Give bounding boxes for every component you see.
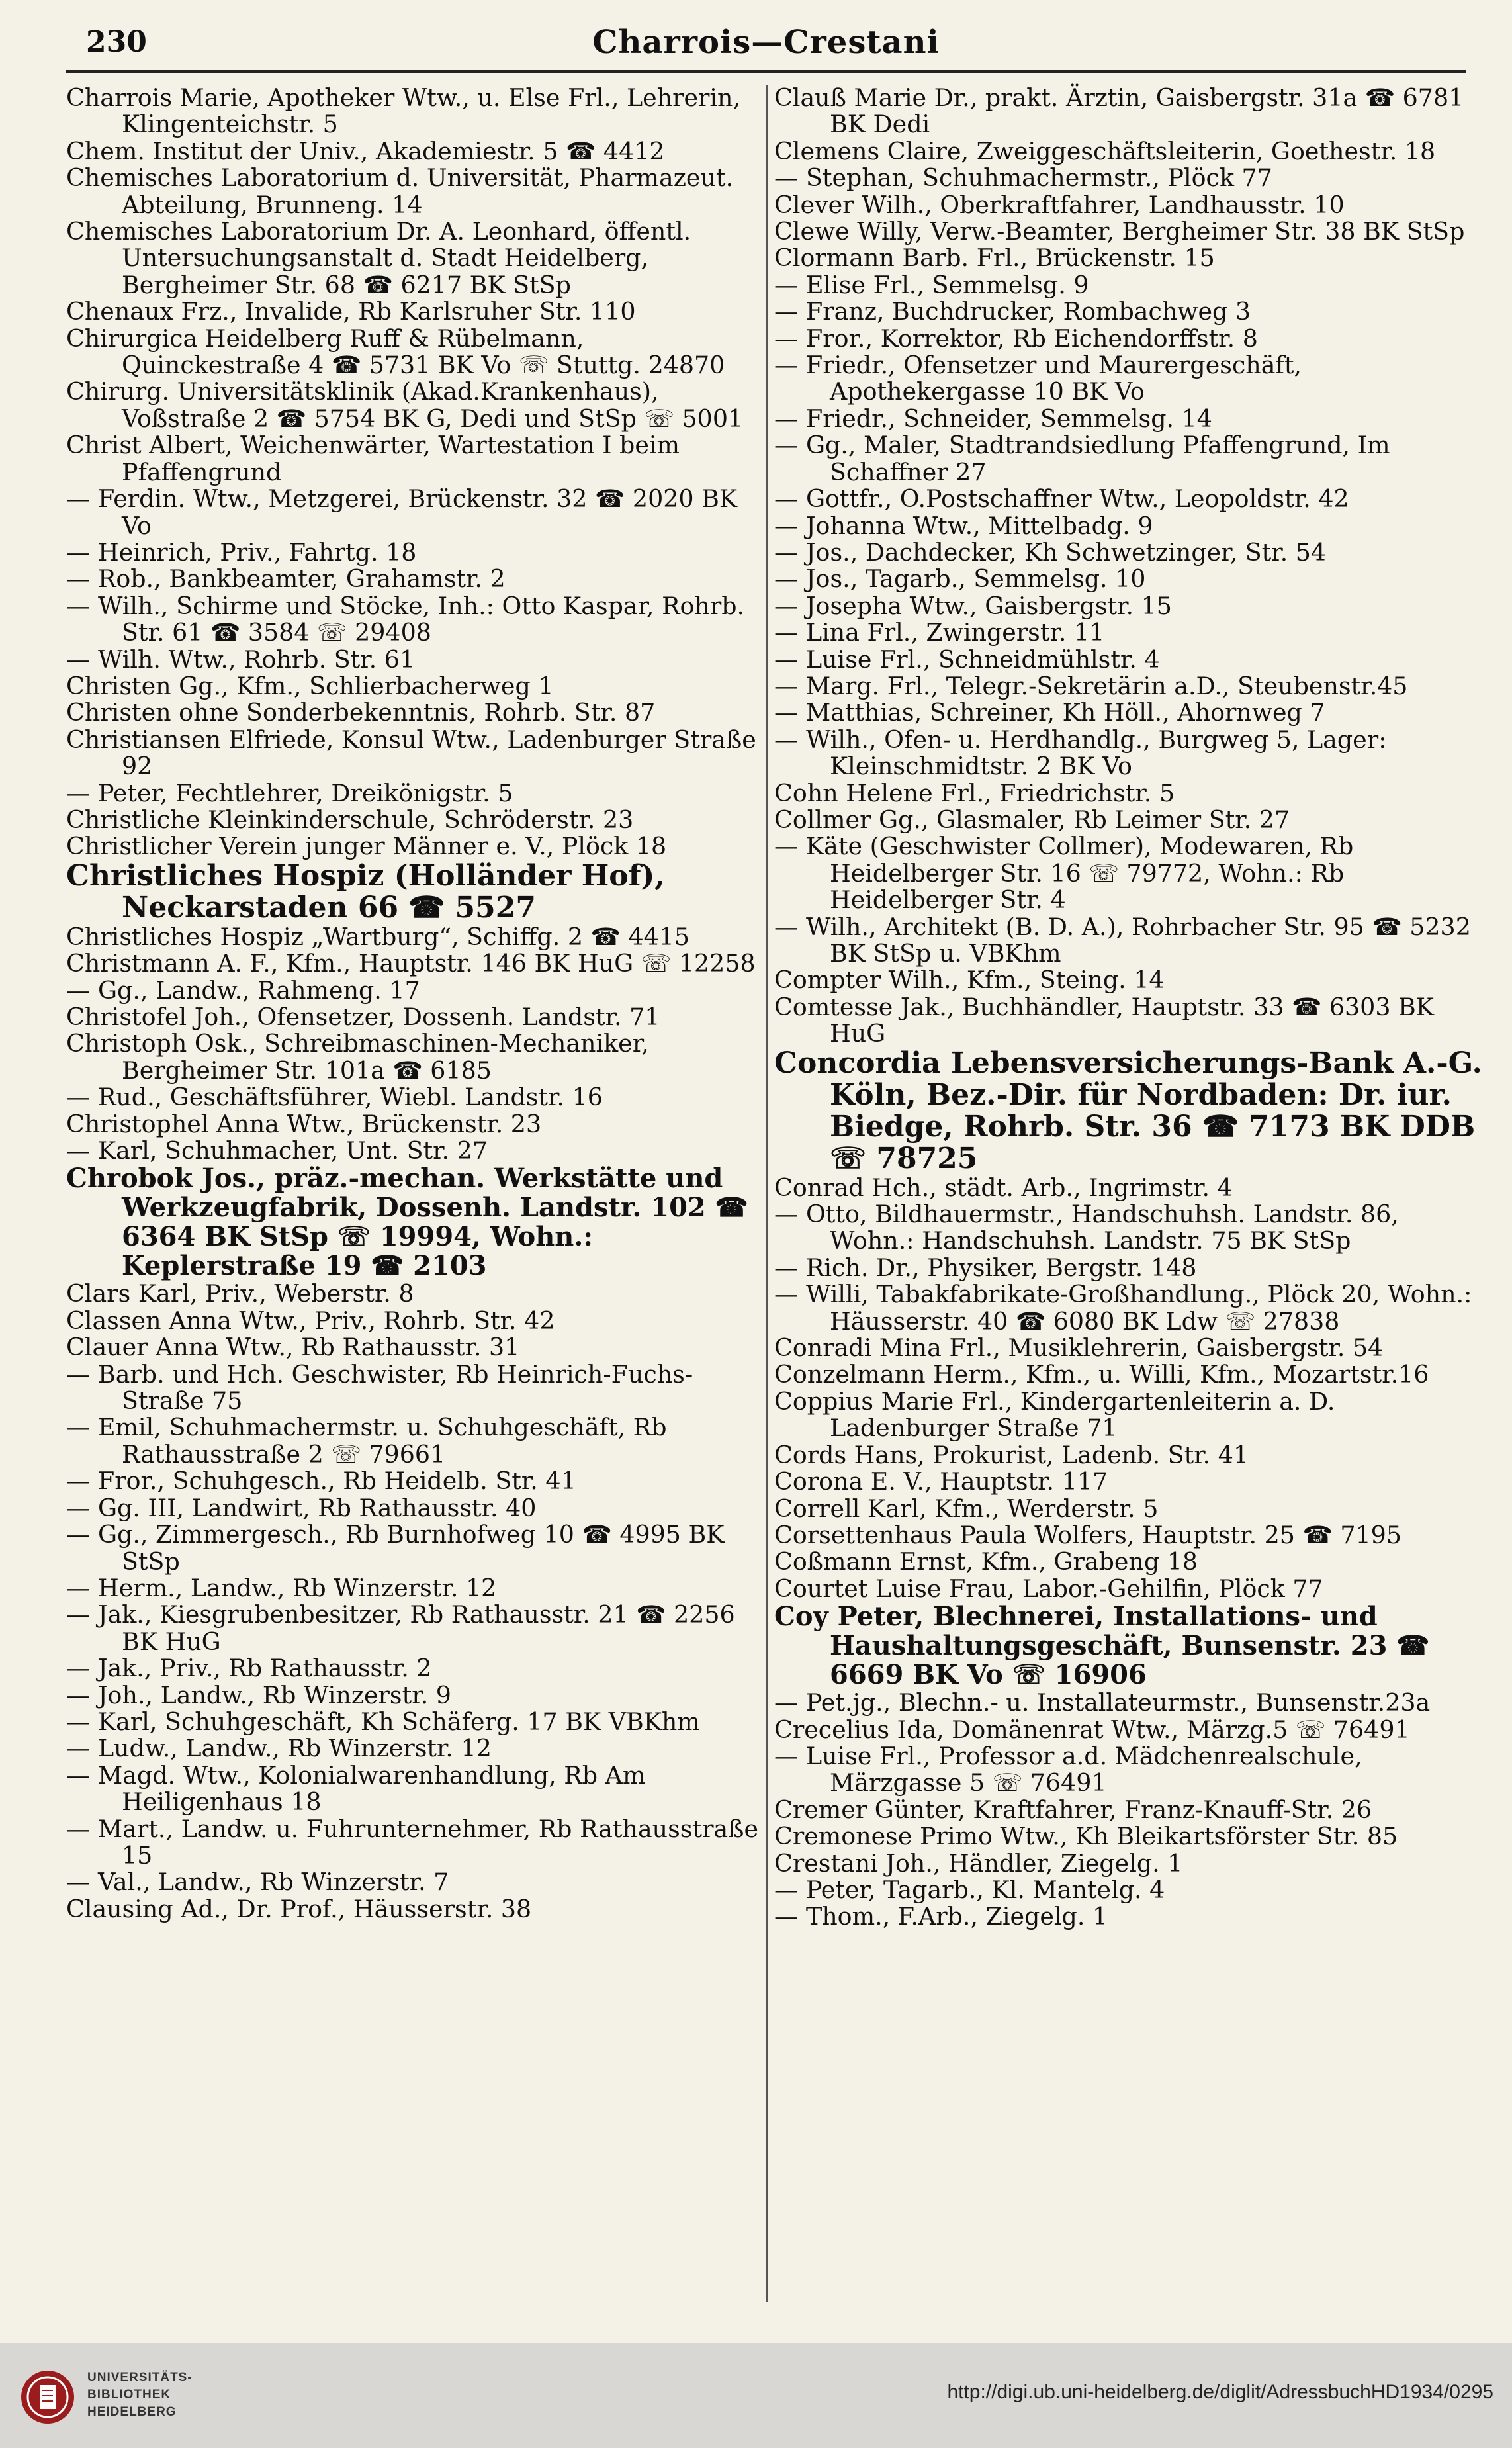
directory-entry: — Wilh. Wtw., Rohrb. Str. 61 <box>66 645 416 674</box>
directory-entry: — Marg. Frl., Telegr.-Sekretärin a.D., Steubenstr.45 <box>774 671 1408 700</box>
directory-entry: — Magd. Wtw., Kolonialwarenhandlung, Rb Am Heiligenhaus 18 <box>66 1760 646 1817</box>
directory-entry: — Lina Frl., Zwingerstr. 11 <box>774 618 1105 647</box>
directory-entry: — Pet.jg., Blechn.- u. Installateurmstr., Bunsenstr.23a <box>774 1688 1431 1717</box>
directory-entry: Charrois Marie, Apotheker Wtw., u. Else Frl., Lehrerin, Klingenteichstr. 5 <box>66 83 741 139</box>
directory-entry: Christ Albert, Weichenwärter, Wartestation I beim Pfaffengrund <box>66 431 680 486</box>
directory-entry: — Gg., Landw., Rahmeng. 17 <box>66 975 420 1005</box>
directory-entry: — Käte (Geschwister Collmer), Modewaren, Rb Heidelberger Str. 16 ☏ 79772, Wohn.: Rb Heidelberger Str. 4 <box>774 832 1354 915</box>
footer <box>0 2343 1512 2448</box>
directory-entry: Cohn Helene Frl., Friedrichstr. 5 <box>774 778 1175 807</box>
directory-entry: Christliche Kleinkinderschule, Schröderstr. 23 <box>66 805 634 834</box>
directory-entry: — Gg., Maler, Stadtrandsiedlung Pfaffengrund, Im Schaffner 27 <box>774 431 1390 486</box>
directory-entry: — Mart., Landw. u. Fuhrunternehmer, Rb Rathausstraße 15 <box>66 1814 758 1870</box>
directory-entry: — Luise Frl., Schneidmühlstr. 4 <box>774 645 1160 674</box>
directory-entry: Chrobok Jos., präz.-mechan. Werkstätte und Werkzeugfabrik, Dossenh. Landstr. 102 ☎ 6364 BK StSp ☏ 19994, Wohn.: Keplerstraße 19 ☎ 2103 <box>66 1163 748 1282</box>
directory-entry: — Ludw., Landw., Rb Winzerstr. 12 <box>66 1734 492 1763</box>
directory-entry: Christofel Joh., Ofensetzer, Dossenh. Landstr. 71 <box>66 1003 660 1031</box>
library-name-line: HEIDELBERG <box>87 2405 177 2419</box>
directory-entry: — Luise Frl., Professor a.d. Mädchenrealschule, Märzgasse 5 ☏ 76491 <box>774 1741 1362 1797</box>
directory-entry: — Ferdin. Wtw., Metzgerei, Brückenstr. 32 ☎ 2020 BK Vo <box>66 484 738 540</box>
directory-entry: Christophel Anna Wtw., Brückenstr. 23 <box>66 1109 542 1138</box>
directory-entry: Clauer Anna Wtw., Rb Rathausstr. 31 <box>66 1333 520 1362</box>
directory-entry: — Willi, Tabakfabrikate-Großhandlung., Plöck 20, Wohn.: Häusserstr. 40 ☎ 6080 BK Ldw ☏ 27838 <box>774 1280 1472 1336</box>
directory-entry: — Herm., Landw., Rb Winzerstr. 12 <box>66 1573 497 1602</box>
directory-entry: — Wilh., Schirme und Stöcke, Inh.: Otto Kaspar, Rohrb. Str. 61 ☎ 3584 ☏ 29408 <box>66 591 745 647</box>
directory-entry: Christliches Hospiz (Holländer Hof), Neckarstaden 66 ☎ 5527 <box>66 858 665 925</box>
directory-entry: — Karl, Schuhgeschäft, Kh Schäferg. 17 BK VBKhm <box>66 1707 700 1736</box>
directory-entry: Clever Wilh., Oberkraftfahrer, Landhausstr. 10 <box>774 190 1345 219</box>
directory-entry: Chem. Institut der Univ., Akademiestr. 5 ☎ 4412 <box>66 136 665 165</box>
directory-entry: Crestani Joh., Händler, Ziegelg. 1 <box>774 1848 1183 1878</box>
directory-entry: Clauß Marie Dr., prakt. Ärztin, Gaisbergstr. 31a ☎ 6781 BK Dedi <box>774 83 1464 139</box>
left-column <box>66 85 768 1923</box>
directory-entry: — Franz, Buchdrucker, Rombachweg 3 <box>774 297 1251 326</box>
directory-entry: Clars Karl, Priv., Weberstr. 8 <box>66 1279 414 1308</box>
library-name-line: UNIVERSITÄTS- <box>87 2371 193 2384</box>
directory-entry: Clewe Willy, Verw.-Beamter, Bergheimer Str. 38 BK StSp <box>774 217 1465 246</box>
directory-entry: Clausing Ad., Dr. Prof., Häusserstr. 38 <box>66 1894 532 1923</box>
directory-entry: — Friedr., Ofensetzer und Maurergeschäft, Apothekergasse 10 BK Vo <box>774 351 1302 406</box>
directory-entry: Christoph Osk., Schreibmaschinen-Mechaniker, Bergheimer Str. 101a ☎ 6185 <box>66 1029 649 1085</box>
directory-entry: — Rich. Dr., Physiker, Bergstr. 148 <box>774 1253 1197 1282</box>
directory-entry: — Otto, Bildhauermstr., Handschuhsh. Landstr. 86, Wohn.: Handschuhsh. Landstr. 75 BK StSp <box>774 1200 1399 1255</box>
directory-entry: — Johanna Wtw., Mittelbadg. 9 <box>774 511 1153 540</box>
directory-entry: Cords Hans, Prokurist, Ladenb. Str. 41 <box>774 1440 1249 1469</box>
library-name-line: BIBLIOTHEK <box>87 2388 171 2402</box>
directory-entry: — Peter, Fechtlehrer, Dreikönigstr. 5 <box>66 778 513 807</box>
directory-entry: Christmann A. F., Kfm., Hauptstr. 146 BK HuG ☏ 12258 <box>66 949 756 978</box>
directory-entry: Corona E. V., Hauptstr. 117 <box>774 1467 1108 1496</box>
library-name <box>87 2369 193 2421</box>
directory-entry: Clemens Claire, Zweiggeschäftsleiterin, Goethestr. 18 <box>774 136 1436 165</box>
directory-entry: Clormann Barb. Frl., Brückenstr. 15 <box>774 244 1215 273</box>
directory-entry: Compter Wilh., Kfm., Steing. 14 <box>774 966 1165 995</box>
directory-entry: Courtet Luise Frau, Labor.-Gehilfin, Plöck 77 <box>774 1574 1323 1603</box>
directory-entry: Chenaux Frz., Invalide, Rb Karlsruher Str. 110 <box>66 297 636 326</box>
directory-entry: Chemisches Laboratorium d. Universität, Pharmazeut. Abteilung, Brunneng. 14 <box>66 163 734 219</box>
page-header <box>66 17 1466 73</box>
running-head: Charrois—Crestani <box>592 24 940 61</box>
directory-entry: — Jak., Kiesgrubenbesitzer, Rb Rathausstr. 21 ☎ 2256 BK HuG <box>66 1600 735 1656</box>
right-column <box>774 85 1489 1930</box>
directory-entry: — Val., Landw., Rb Winzerstr. 7 <box>66 1868 449 1897</box>
directory-entry: Cremer Günter, Kraftfahrer, Franz-Knauff-Str. 26 <box>774 1795 1372 1824</box>
directory-entry: — Gg. III, Landwirt, Rb Rathausstr. 40 <box>66 1493 537 1522</box>
directory-entry: Conrad Hch., städt. Arb., Ingrimstr. 4 <box>774 1173 1233 1202</box>
directory-entry: — Matthias, Schreiner, Kh Höll., Ahornweg 7 <box>774 698 1325 727</box>
directory-entry: Cremonese Primo Wtw., Kh Bleikartsförster Str. 85 <box>774 1822 1398 1851</box>
directory-entry: — Emil, Schuhmachermstr. u. Schuhgeschäft, Rb Rathausstraße 2 ☏ 79661 <box>66 1413 667 1469</box>
directory-entry: — Josepha Wtw., Gaisbergstr. 15 <box>774 591 1172 620</box>
directory-entry: — Fror., Schuhgesch., Rb Heidelb. Str. 41 <box>66 1467 576 1496</box>
directory-entry: — Jos., Dachdecker, Kh Schwetzinger, Str. 54 <box>774 537 1327 567</box>
directory-entry: — Friedr., Schneider, Semmelsg. 14 <box>774 404 1212 433</box>
column-divider <box>766 85 768 2302</box>
page-number: 230 <box>86 25 147 59</box>
directory-entry: Christen ohne Sonderbekenntnis, Rohrb. Str. 87 <box>66 698 656 727</box>
directory-entry: — Heinrich, Priv., Fahrtg. 18 <box>66 537 417 567</box>
directory-entry: — Gg., Zimmergesch., Rb Burnhofweg 10 ☎ 4995 BK StSp <box>66 1520 725 1576</box>
directory-entry: Concordia Lebensversicherungs-Bank A.-G. Köln, Bez.-Dir. für Nordbaden: Dr. iur. Biedge, Rohrb. Str. 36 ☎ 7173 BK DDB ☏ 78725 <box>774 1046 1482 1175</box>
directory-entry: Christliches Hospiz „Wartburg“, Schiffg. 2 ☎ 4415 <box>66 922 690 951</box>
directory-entry: Conzelmann Herm., Kfm., u. Willi, Kfm., Mozartstr.16 <box>774 1360 1429 1389</box>
directory-entry: Chirurg. Universitätsklinik (Akad.Krankenhaus), Voßstraße 2 ☎ 5754 BK G, Dedi und StSp ☏ 5001 <box>66 377 744 433</box>
directory-entry: Conradi Mina Frl., Musiklehrerin, Gaisbergstr. 54 <box>774 1334 1384 1363</box>
library-logo-icon <box>20 2369 75 2425</box>
directory-entry: — Wilh., Ofen- u. Herdhandlg., Burgweg 5, Lager: Kleinschmidtstr. 2 BK Vo <box>774 725 1387 781</box>
directory-entry: Chirurgica Heidelberg Ruff & Rübelmann, Quinckestraße 4 ☎ 5731 BK Vo ☏ Stuttg. 24870 <box>66 324 725 380</box>
directory-entry: — Rud., Geschäftsführer, Wiebl. Landstr. 16 <box>66 1083 603 1112</box>
directory-entry: — Gottfr., O.Postschaffner Wtw., Leopoldstr. 42 <box>774 484 1349 514</box>
directory-entry: — Peter, Tagarb., Kl. Mantelg. 4 <box>774 1875 1165 1904</box>
directory-entry: — Rob., Bankbeamter, Grahamstr. 2 <box>66 565 506 594</box>
source-url-link[interactable]: http://digi.ub.uni-heidelberg.de/diglit/AdressbuchHD1934/0295 <box>947 2381 1493 2403</box>
directory-entry: — Stephan, Schuhmachermstr., Plöck 77 <box>774 163 1272 193</box>
directory-entry: — Thom., F.Arb., Ziegelg. 1 <box>774 1902 1108 1931</box>
directory-entry: Coßmann Ernst, Kfm., Grabeng 18 <box>774 1547 1198 1576</box>
directory-entry: — Fror., Korrektor, Rb Eichendorffstr. 8 <box>774 324 1258 353</box>
directory-entry: Coy Peter, Blechnerei, Installations- und Haushaltungsgeschäft, Bunsenstr. 23 ☎ 6669 BK Vo ☏ 16906 <box>774 1601 1430 1691</box>
directory-entry: — Barb. und Hch. Geschwister, Rb Heinrich-Fuchs-Straße 75 <box>66 1359 693 1416</box>
directory-entry: Comtesse Jak., Buchhändler, Hauptstr. 33 ☎ 6303 BK HuG <box>774 992 1434 1048</box>
directory-entry: Correll Karl, Kfm., Werderstr. 5 <box>774 1494 1159 1523</box>
directory-entry: Classen Anna Wtw., Priv., Rohrb. Str. 42 <box>66 1306 555 1335</box>
directory-entry: Christlicher Verein junger Männer e. V., Plöck 18 <box>66 832 667 861</box>
directory-entry: Christen Gg., Kfm., Schlierbacherweg 1 <box>66 671 554 700</box>
directory-entry: Christiansen Elfriede, Konsul Wtw., Ladenburger Straße 92 <box>66 725 756 781</box>
directory-entry: — Wilh., Architekt (B. D. A.), Rohrbacher Str. 95 ☎ 5232 BK StSp u. VBKhm <box>774 912 1471 968</box>
directory-entry: — Jos., Tagarb., Semmelsg. 10 <box>774 565 1146 594</box>
directory-entry: — Elise Frl., Semmelsg. 9 <box>774 270 1089 299</box>
directory-entry: Corsettenhaus Paula Wolfers, Hauptstr. 25 ☎ 7195 <box>774 1520 1401 1549</box>
directory-entry: Chemisches Laboratorium Dr. A. Leonhard, öffentl. Untersuchungsanstalt d. Stadt Heidelberg, Bergheimer Str. 68 ☎ 6217 BK StSp <box>66 217 691 299</box>
directory-entry: Crecelius Ida, Domänenrat Wtw., Märzg.5 ☏ 76491 <box>774 1715 1410 1744</box>
directory-entry: — Karl, Schuhmacher, Unt. Str. 27 <box>66 1136 488 1165</box>
directory-entry: — Joh., Landw., Rb Winzerstr. 9 <box>66 1680 451 1709</box>
directory-entry: — Jak., Priv., Rb Rathausstr. 2 <box>66 1654 432 1683</box>
directory-entry: Collmer Gg., Glasmaler, Rb Leimer Str. 27 <box>774 805 1290 834</box>
directory-entry: Coppius Marie Frl., Kindergartenleiterin a. D. Ladenburger Straße 71 <box>774 1386 1335 1443</box>
